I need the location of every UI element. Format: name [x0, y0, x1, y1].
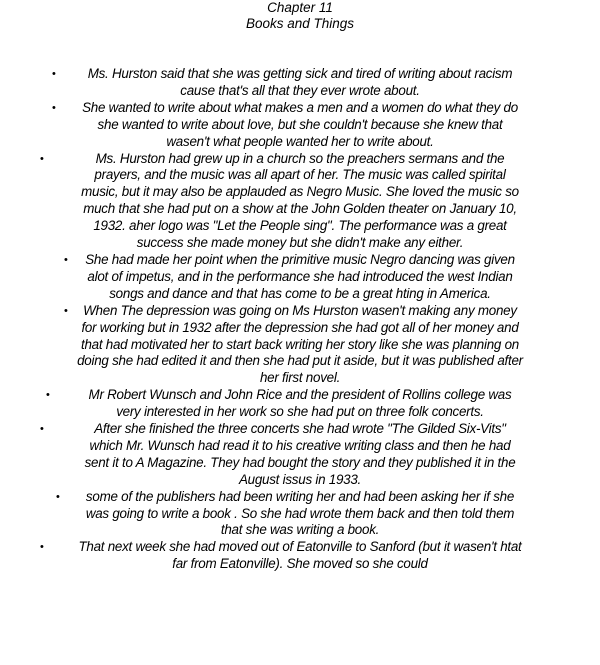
- bullet-list: [0, 66, 600, 573]
- paragraph-text: some of the publishers had been writing her and had been asking her if she was going to write a book . So she had wrote them back and then told them that she was writing a book.: [85, 488, 515, 538]
- paragraph-text: Ms. Hurston had grew up in a church so the preachers sermans and the prayers, and the music was all apart of her. The music was called spirital music, but it may also be applauded as Negro Music. She loved the music so much that she had put on a show at the John Golden theater on January 10, 1932. aher logo was "Let the People sing". The performance was a great success she made money but she didn't make any either.: [81, 150, 519, 251]
- paragraph-text: She wanted to write about what makes a men and a women do what they do she wanted to write about love, but she couldn't because she knew that wasen't what people wanted her to write about.: [82, 99, 518, 149]
- bullet-icon: •: [40, 152, 44, 165]
- bullet-icon: •: [52, 101, 56, 114]
- paragraph-text: When The depression was going on Ms Hurston wasen't making any money for working but in 1932 after the depression she had got all of her money and that had motivated her to start back writing her story like she was planning on doing she had edited it and then she had put it aside, but it was published after her first novel.: [77, 302, 523, 386]
- list-item: [0, 66, 600, 100]
- bullet-icon: •: [64, 253, 68, 266]
- paragraph-text: Ms. Hurston said that she was getting sick and tired of writing about racism cause that's all that they ever wrote about.: [87, 66, 513, 98]
- paragraph-text: Mr Robert Wunsch and John Rice and the president of Rollins college was very interested in her work so she had put on three folk concerts.: [88, 387, 512, 420]
- list-item: [0, 539, 600, 573]
- list-item: [0, 252, 600, 303]
- list-item: [0, 421, 600, 489]
- paragraph-text: That next week she had moved out of Eatonville to Sanford (but it wasen't htat far from Eatonville). She moved so she could: [78, 539, 522, 572]
- list-item: [0, 489, 600, 540]
- bullet-icon: •: [46, 389, 50, 402]
- list-item: [0, 100, 600, 151]
- bullet-icon: •: [52, 68, 56, 80]
- list-item: [0, 151, 600, 252]
- bullet-icon: •: [64, 304, 68, 317]
- chapter-title: Books and Things: [245, 16, 355, 31]
- paragraph-text: She had made her point when the primitive music Negro dancing was given alot of impetus, and in the performance she had introduced the west Indian songs and dance and that has come to be a great hting in America.: [85, 251, 515, 301]
- paragraph-text: After she finished the three concerts she had wrote "The Gilded Six-Vits" which Mr. Wunsch had read it to his creative writing class and then he had sent it to A Magazine. They had bought the story and they published it in the August issus in 1933.: [84, 421, 516, 487]
- bullet-icon: •: [56, 490, 60, 503]
- list-item: [0, 303, 600, 388]
- list-item: [0, 387, 600, 421]
- bullet-icon: •: [40, 423, 44, 436]
- bullet-icon: •: [40, 541, 44, 554]
- chapter-heading: Chapter 11: [267, 0, 333, 15]
